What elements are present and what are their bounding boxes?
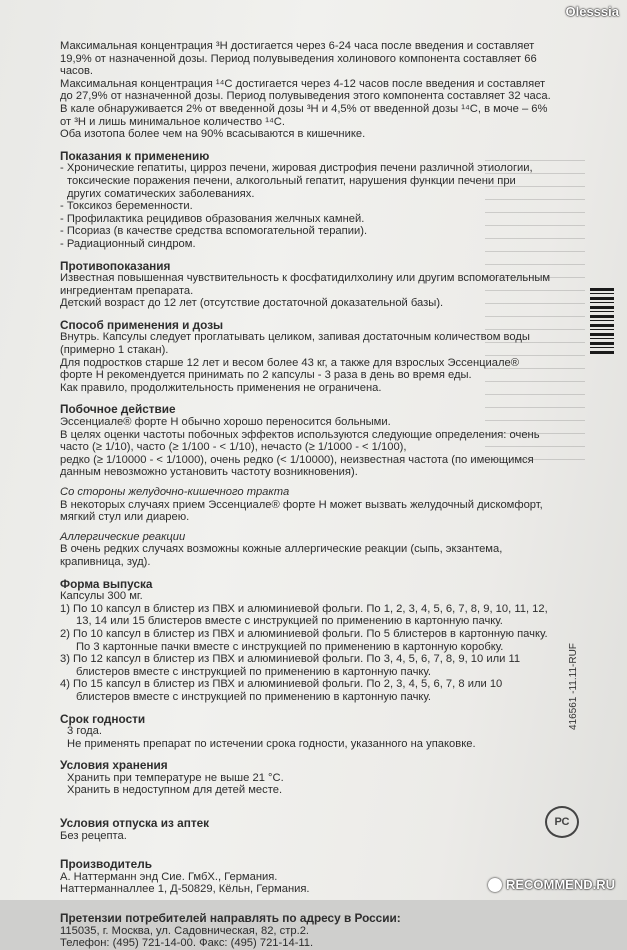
text-line: Детский возраст до 12 лет (отсутствие достаточной доказательной базы). [60,297,444,310]
text-line: Оба изотопа более чем на 90% всасываются в кишечнике. [60,128,366,141]
text-line: Как правило, продолжительность применения не ограничена. [60,381,382,394]
certification-mark: РС [545,806,579,838]
text-line: Без рецепта. [60,829,127,842]
text-line: В очень редких случаях возможны кожные аллергические реакции (сыпь, экзантема, [60,543,503,556]
text-line: Капсулы 300 мг. [60,590,143,603]
section-heading: Противопоказания [60,258,171,273]
text-line: 4) По 15 капсул в блистер из ПВХ и алюминиевой фольги. По 2, 3, 4, 5, 6, 7, 8 или 10 [60,678,503,691]
watermark-text: RECOMMEND.RU [505,877,615,892]
text-line: блистеров вместе с инструкцией по применению в картонную пачку. [76,690,431,703]
text-line: В кале обнаруживается 2% от введенной дозы ³H и 4,5% от введенной дозы ¹⁴C, в моче – 6% [60,102,548,115]
section-heading: Показания к применению [60,148,210,163]
uploader-username[interactable]: Olesssia [565,4,619,19]
text-line: 115035, г. Москва, ул. Садовническая, 82, стр.2. [60,924,310,937]
text-line: часто (≥ 1/10), часто (≥ 1/100 - < 1/10), нечасто (≥ 1/1000 - < 1/100), [60,441,407,454]
text-line: Максимальная концентрация ³H достигается через 6-24 часа после введения и составляет [60,40,535,52]
text-line: - Профилактика рецидивов образования желчных камней. [60,212,365,225]
text-line: до 27,9% от назначенной дозы. Период полувыведения этого компонента составляет 32 часа. [60,90,551,103]
text-line: от ³H и лишь минимальное количество ¹⁴C. [60,115,285,128]
text-line: 13, 14 или 15 блистеров вместе с инструкцией по применению в картонную пачку. [76,615,503,628]
text-line: других соматических заболеваниях. [67,187,255,200]
text-line: Внутрь. Капсулы следует проглатывать целиком, запивая достаточным количеством воды [60,331,530,344]
text-line: 3 года. [67,725,102,738]
text-line: - Токсикоз беременности. [60,200,193,213]
text-line: Известная повышенная чувствительность к фосфатидилхолину или другим вспомогательным [60,272,551,285]
text-line: ингредиентам препарата. [60,284,194,297]
pharmacokinetics-section [60,40,580,141]
text-line: редко (≥ 1/10000 - < 1/1000), очень редко (< 1/10000), неизвестная частота (по имеющимся [60,453,534,466]
text-line: (примерно 1 стакан). [60,344,169,357]
text-line: блистеров вместе с инструкцией по применению в картонную пачку. [76,665,431,678]
claims-section [60,912,580,950]
section-heading: Производитель [60,857,152,872]
section-heading: Способ применения и дозы [60,317,224,332]
text-line: форте Н рекомендуется принимать по 2 капсулы - 3 раза в день во время еды. [60,369,472,382]
section-heading: Условия хранения [60,758,168,773]
text-line: Хранить при температуре не выше 21 °С. [67,771,284,784]
text-line: токсические поражения печени, алкогольный гепатит, нарушения функции печени при [67,174,516,187]
leaflet-text [60,40,580,950]
section-heading: Форма выпуска [60,576,153,591]
text-line: крапивница, зуд). [60,555,151,568]
shelf-life-section [60,713,580,751]
subsection-heading: Аллергические реакции [60,530,186,543]
text-line: 1) По 10 капсул в блистер из ПВХ и алюминиевой фольги. По 1, 2, 3, 4, 5, 6, 7, 8, 9, 10, 11, 12, [60,602,548,615]
text-line: Наттерманналлее 1, Д-50829, Кёльн, Германия. [60,883,310,896]
subsection-heading: Со стороны желудочно-кишечного тракта [60,486,290,498]
site-watermark [488,877,615,892]
text-line: 2) По 10 капсул в блистер из ПВХ и алюминиевой фольги. По 5 блистеров в картонную пачку. [60,627,548,640]
text-line: Для подростков старше 12 лет и весом более 43 кг, а также для взрослых Эссенциале® [60,356,520,369]
text-line: Эссенциале® форте Н обычно хорошо переносится больными. [60,416,391,429]
side-effects-section [60,403,580,568]
text-line: мягкий стул или диарею. [60,511,190,524]
storage-section [60,759,580,797]
section-heading: Побочное действие [60,402,176,417]
text-line: В некоторых случаях прием Эссенциале® форте Н может вызвать желудочный дискомфорт, [60,498,543,511]
dispensing-section [60,817,580,842]
text-line: 19,9% от назначенной дозы. Период полувыведения холинового компонента составляет 66 [60,52,537,65]
text-line: Телефон: (495) 721-14-00. Факс: (495) 721-14-11. [60,937,314,950]
text-line: А. Наттерманн энд Сие. ГмбХ., Германия. [60,870,278,883]
barcode [590,288,614,354]
text-line: данным невозможно установить частоту возникновения). [60,466,358,479]
text-line: часов. [60,65,94,78]
text-line: В целях оценки частоты побочных эффектов используются следующие определения: очень [60,428,540,441]
text-line: - Псориаз (в качестве средства вспомогательной терапии). [60,225,368,238]
text-line: - Хронические гепатиты, цирроз печени, жировая дистрофия печени различной этиологии, [60,162,533,175]
dosage-section [60,319,580,395]
contraindications-section [60,260,580,310]
leaflet-code: 416561 -11.11-RUF [568,643,579,730]
text-line: Максимальная концентрация ¹⁴C достигается через 4-12 часов после введения и составляет [60,77,546,90]
text-line: По 3 картонные пачки вместе с инструкцией по применению в картонную коробку. [76,640,504,653]
section-heading: Претензии потребителей направлять по адресу в России: [60,911,401,926]
section-heading: Срок годности [60,711,146,726]
recommend-logo-icon [488,878,502,892]
text-line: Не применять препарат по истечении срока годности, указанного на упаковке. [67,737,476,750]
section-heading: Условия отпуска из аптек [60,816,210,831]
release-form-section [60,578,580,704]
text-line: - Радиационный синдром. [60,237,196,250]
text-line: Хранить в недоступном для детей месте. [67,784,283,797]
indications-section [60,150,580,251]
text-line: 3) По 12 капсул в блистер из ПВХ и алюминиевой фольги. По 3, 4, 5, 6, 7, 8, 9, 10 или 11 [60,653,521,666]
